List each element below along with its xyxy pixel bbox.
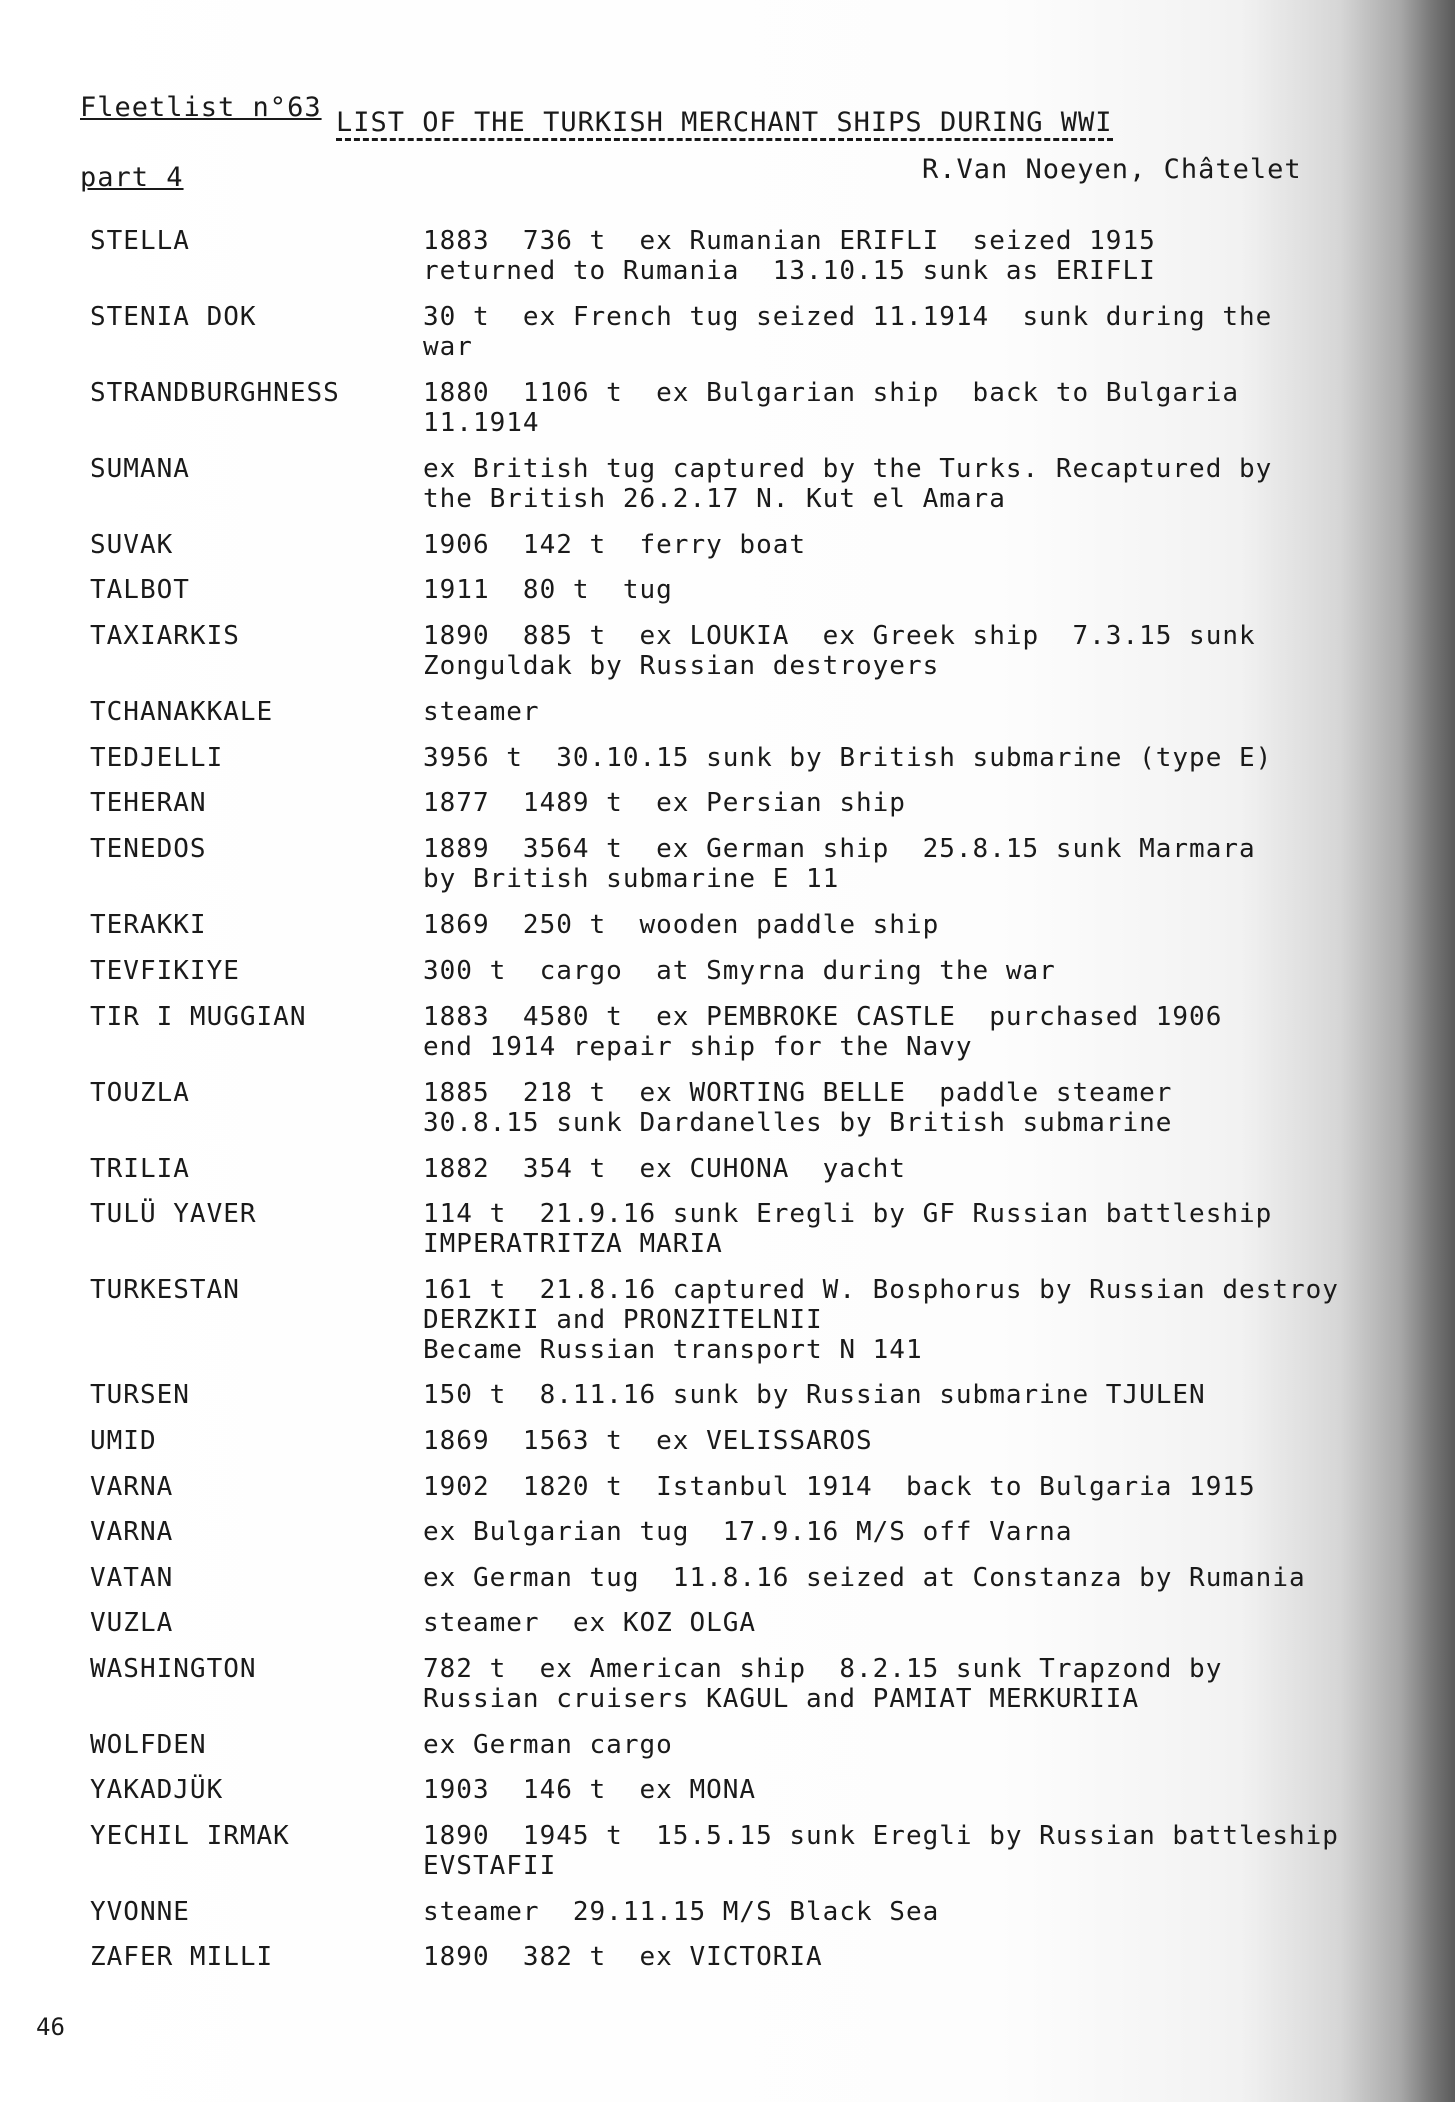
ship-name: TERAKKI bbox=[90, 910, 207, 940]
ship-description: 1885 218 t ex WORTING BELLE paddle steamer 30.8.15 sunk Dardanelles by British submarine bbox=[423, 1078, 1173, 1138]
ship-description: steamer 29.11.15 M/S Black Sea bbox=[423, 1897, 940, 1927]
ship-description: 1890 885 t ex LOUKIA ex Greek ship 7.3.15 sunk Zonguldak by Russian destroyers bbox=[423, 621, 1256, 681]
ship-name: VATAN bbox=[90, 1563, 174, 1593]
ship-description: 150 t 8.11.16 sunk by Russian submarine TJULEN bbox=[423, 1380, 1206, 1410]
ship-name: STENIA DOK bbox=[90, 302, 257, 332]
ship-name: TCHANAKKALE bbox=[90, 697, 274, 727]
ship-name: SUMANA bbox=[90, 454, 190, 484]
ship-name: TEVFIKIYE bbox=[90, 956, 240, 986]
ship-description: 1882 354 t ex CUHONA yacht bbox=[423, 1154, 906, 1184]
page-title: LIST OF THE TURKISH MERCHANT SHIPS DURING WWI bbox=[336, 108, 1113, 141]
page-number: 46 bbox=[36, 2013, 65, 2041]
ship-description: ex British tug captured by the Turks. Recaptured by the British 26.2.17 N. Kut el Amara bbox=[423, 454, 1273, 514]
ship-name: TALBOT bbox=[90, 575, 190, 605]
ship-description: 1890 1945 t 15.5.15 sunk Eregli by Russian battleship EVSTAFII bbox=[423, 1821, 1339, 1881]
ship-description: ex Bulgarian tug 17.9.16 M/S off Varna bbox=[423, 1517, 1073, 1547]
ship-name: STELLA bbox=[90, 226, 190, 256]
ship-name: TIR I MUGGIAN bbox=[90, 1002, 307, 1032]
ship-name: TENEDOS bbox=[90, 834, 207, 864]
ship-description: 1869 250 t wooden paddle ship bbox=[423, 910, 940, 940]
ship-description: 1911 80 t tug bbox=[423, 575, 673, 605]
ship-name: YVONNE bbox=[90, 1897, 190, 1927]
ship-name: TOUZLA bbox=[90, 1078, 190, 1108]
ship-name: VUZLA bbox=[90, 1608, 174, 1638]
ship-name: YAKADJÜK bbox=[90, 1775, 224, 1805]
ship-description: 3956 t 30.10.15 sunk by British submarine (type E) bbox=[423, 743, 1273, 773]
ship-description: 1883 736 t ex Rumanian ERIFLI seized 1915 returned to Rumania 13.10.15 sunk as ERIFLI bbox=[423, 226, 1156, 286]
ship-description: 1889 3564 t ex German ship 25.8.15 sunk Marmara by British submarine E 11 bbox=[423, 834, 1256, 894]
ship-description: 161 t 21.8.16 captured W. Bosphorus by Russian destroy DERZKII and PRONZITELNII Became Russian transport N 141 bbox=[423, 1275, 1339, 1365]
ship-description: 300 t cargo at Smyrna during the war bbox=[423, 956, 1056, 986]
ship-name: TEDJELLI bbox=[90, 743, 224, 773]
ship-name: WASHINGTON bbox=[90, 1654, 257, 1684]
ship-description: ex German tug 11.8.16 seized at Constanza by Rumania bbox=[423, 1563, 1306, 1593]
ship-name: VARNA bbox=[90, 1517, 174, 1547]
ship-name: WOLFDEN bbox=[90, 1730, 207, 1760]
ship-description: 30 t ex French tug seized 11.1914 sunk during the war bbox=[423, 302, 1273, 362]
ship-description: steamer bbox=[423, 697, 540, 727]
ship-description: 1877 1489 t ex Persian ship bbox=[423, 788, 906, 818]
ship-name: SUVAK bbox=[90, 530, 174, 560]
ship-name: TEHERAN bbox=[90, 788, 207, 818]
ship-name: TULÜ YAVER bbox=[90, 1199, 257, 1229]
ship-name: TAXIARKIS bbox=[90, 621, 240, 651]
ship-description: 114 t 21.9.16 sunk Eregli by GF Russian battleship IMPERATRITZA MARIA bbox=[423, 1199, 1273, 1259]
ship-description: 1869 1563 t ex VELISSAROS bbox=[423, 1426, 873, 1456]
ship-name: TURKESTAN bbox=[90, 1275, 240, 1305]
part-text: part 4 bbox=[80, 162, 184, 193]
ship-description: steamer ex KOZ OLGA bbox=[423, 1608, 757, 1638]
ship-name: TRILIA bbox=[90, 1154, 190, 1184]
ship-description: 1906 142 t ferry boat bbox=[423, 530, 807, 560]
ship-description: 1902 1820 t Istanbul 1914 back to Bulgaria 1915 bbox=[423, 1472, 1256, 1502]
fleetlist-label: Fleetlist n°63 bbox=[80, 92, 322, 123]
ship-name: YECHIL IRMAK bbox=[90, 1821, 290, 1851]
ship-description: 1883 4580 t ex PEMBROKE CASTLE purchased 1906 end 1914 repair ship for the Navy bbox=[423, 1002, 1223, 1062]
ship-description: 1880 1106 t ex Bulgarian ship back to Bulgaria 11.1914 bbox=[423, 378, 1240, 438]
ship-name: VARNA bbox=[90, 1472, 174, 1502]
ship-name: ZAFER MILLI bbox=[90, 1942, 274, 1972]
ship-name: STRANDBURGHNESS bbox=[90, 378, 340, 408]
ship-description: 1903 146 t ex MONA bbox=[423, 1775, 757, 1805]
ship-description: 782 t ex American ship 8.2.15 sunk Trapzond by Russian cruisers KAGUL and PAMIAT MERKURIIA bbox=[423, 1654, 1223, 1714]
ship-description: 1890 382 t ex VICTORIA bbox=[423, 1942, 823, 1972]
ship-description: ex German cargo bbox=[423, 1730, 673, 1760]
ship-name: TURSEN bbox=[90, 1380, 190, 1410]
author-label: R.Van Noeyen, Châtelet bbox=[922, 154, 1302, 185]
ship-name: UMID bbox=[90, 1426, 157, 1456]
